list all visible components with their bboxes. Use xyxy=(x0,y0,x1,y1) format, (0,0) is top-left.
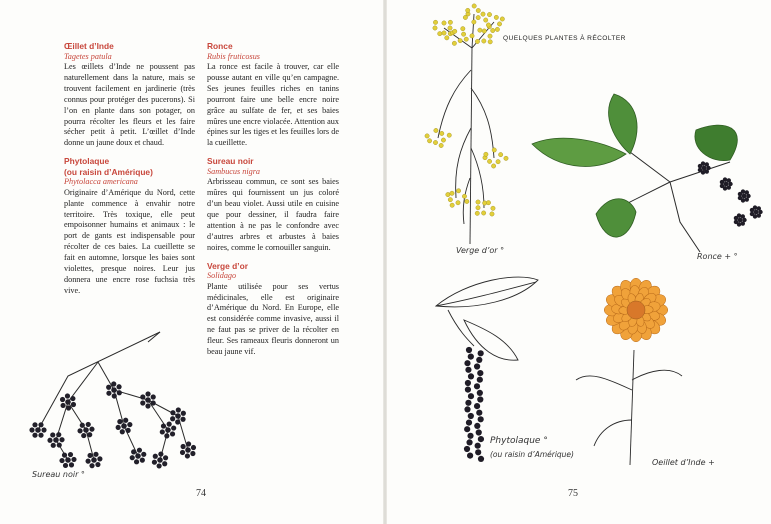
berry xyxy=(427,139,431,143)
berry xyxy=(29,427,34,432)
berry xyxy=(478,28,482,32)
berry xyxy=(87,432,92,437)
berry xyxy=(176,407,181,412)
entry-title: Ronce xyxy=(207,41,233,51)
berry xyxy=(498,152,502,156)
elderberry-illustration xyxy=(28,330,208,480)
berry xyxy=(60,403,65,408)
berry xyxy=(32,422,37,427)
entry-verge-dor xyxy=(207,261,339,358)
berry xyxy=(50,432,55,437)
berry xyxy=(476,429,482,435)
berry xyxy=(71,402,76,407)
berry xyxy=(157,463,162,468)
entry-text: Les œillets d’Inde ne poussent pas naturellement dans la nature, mais se trouvent facilement en jardinerie (très connus pour protéger des pucerons). Si l’on en plante dans son potager, on pourra récolter les fleurs et les faire sécher petit à petit. L’œillet d’Inde donne un jaune doux et chaud. xyxy=(64,62,195,148)
berry xyxy=(80,423,85,428)
marigold-illustration xyxy=(570,270,700,465)
berry xyxy=(83,427,89,433)
berry xyxy=(470,34,474,38)
entry-text: Plante utilisée pour ses vertus médicinales, elle est originaire d’Amérique du Nord. En Europe, elle est considérée comme invasive, aussi il ne faut pas se priver de la récolter en fleur. Ses rameaux fleuris donneront un beau jaune vif. xyxy=(207,281,339,357)
berry xyxy=(441,138,445,142)
berry xyxy=(127,422,132,427)
berry xyxy=(461,32,465,36)
berry xyxy=(81,433,86,438)
berry xyxy=(474,403,480,409)
berry xyxy=(163,455,168,460)
berry xyxy=(476,410,482,416)
entry-oeillet xyxy=(64,41,195,149)
berry xyxy=(170,431,175,436)
berry xyxy=(41,427,46,432)
berry xyxy=(698,168,702,172)
berry xyxy=(734,220,738,224)
berry xyxy=(158,451,163,456)
berry xyxy=(478,456,484,462)
entry-title: Sureau noir xyxy=(207,156,254,167)
berry xyxy=(66,405,71,410)
berry xyxy=(488,34,492,38)
berry xyxy=(496,159,500,163)
entry-text: La ronce est facile à trouver, car elle pousse autant en ville qu’en campagne. Ses jeunes feuilles riches en tanins pourront faire une belle encre noire grâce au sulfate de fer, et ses baies mûres une encre violacée. Attention aux épines sur les tiges et les feuilles lors de la cueillette. xyxy=(207,62,339,148)
berry xyxy=(447,133,451,137)
berry xyxy=(450,203,454,207)
text-column-left xyxy=(64,41,195,304)
text-column-right xyxy=(207,41,339,365)
berry xyxy=(126,428,131,433)
berry xyxy=(474,363,480,369)
berry xyxy=(97,456,102,461)
berry xyxy=(86,422,91,427)
berry xyxy=(161,423,166,428)
berry xyxy=(190,451,195,456)
berry xyxy=(175,419,180,424)
berry xyxy=(486,200,490,204)
berry xyxy=(141,452,146,457)
berry xyxy=(497,22,501,26)
berry xyxy=(468,373,474,379)
berry xyxy=(477,390,483,396)
berry xyxy=(465,400,471,406)
berry xyxy=(464,426,470,432)
berry xyxy=(741,189,745,193)
berry xyxy=(456,201,460,205)
berry xyxy=(477,370,483,376)
berry xyxy=(448,20,452,24)
berry xyxy=(65,393,70,398)
berry xyxy=(465,380,471,386)
berry xyxy=(137,448,142,453)
berry xyxy=(468,393,474,399)
berry xyxy=(476,357,482,363)
berry xyxy=(116,425,121,430)
berry xyxy=(461,26,465,30)
berry xyxy=(465,199,469,203)
berry xyxy=(448,26,452,30)
caption-oeillet-dinde: Oeillet d’Inde + xyxy=(652,458,715,467)
berry xyxy=(170,416,175,421)
berry xyxy=(452,41,456,45)
berry xyxy=(167,422,172,427)
book-gutter xyxy=(383,0,387,524)
berry xyxy=(165,427,171,433)
berry xyxy=(754,210,759,215)
berry xyxy=(116,384,121,389)
berry xyxy=(151,400,156,405)
berry xyxy=(134,459,139,464)
berry xyxy=(38,433,43,438)
berry xyxy=(478,350,484,356)
berry xyxy=(475,211,479,215)
berry xyxy=(112,393,117,398)
berry xyxy=(464,446,470,452)
berry xyxy=(69,462,74,467)
berry xyxy=(702,166,707,171)
entry-latin-name: Solidago xyxy=(207,271,237,281)
berry xyxy=(701,161,705,165)
berry xyxy=(145,397,151,403)
berry xyxy=(186,441,191,446)
berry xyxy=(59,458,64,463)
berry xyxy=(135,453,141,459)
berry xyxy=(121,423,127,429)
berry xyxy=(465,387,471,393)
berry xyxy=(433,20,437,24)
berry xyxy=(145,403,150,408)
berry xyxy=(742,194,747,199)
page-number-right: 75 xyxy=(568,488,578,499)
entry-title: Œillet d’Inde xyxy=(64,41,114,51)
berry xyxy=(71,457,76,462)
berry xyxy=(440,131,444,135)
berry xyxy=(478,416,484,422)
berry xyxy=(464,37,468,41)
berry xyxy=(180,417,185,422)
berry xyxy=(490,212,494,216)
berry xyxy=(51,443,56,448)
berry xyxy=(442,21,446,25)
berry xyxy=(448,197,452,201)
entry-title: Phytolaque xyxy=(64,156,110,167)
berry xyxy=(467,433,473,439)
berry xyxy=(32,433,37,438)
berry xyxy=(438,31,442,35)
berry xyxy=(86,459,91,464)
berry xyxy=(466,8,470,12)
berry xyxy=(737,213,741,217)
berry xyxy=(482,39,486,43)
berry xyxy=(738,196,742,200)
berry xyxy=(738,218,743,223)
berry xyxy=(475,39,479,43)
entry-latin-name: Tagetes patula xyxy=(64,51,112,61)
berry xyxy=(140,400,145,405)
berry xyxy=(160,429,165,434)
berry xyxy=(458,38,462,42)
berry xyxy=(481,12,485,16)
berry xyxy=(445,36,449,40)
berry xyxy=(504,156,508,160)
entry-title: Verge d’or xyxy=(207,260,248,271)
berry xyxy=(57,442,62,447)
caption-phytolaque: Phytolaque ° xyxy=(490,436,548,446)
berry xyxy=(77,428,82,433)
berry xyxy=(474,383,480,389)
berry xyxy=(500,17,504,21)
berry xyxy=(476,200,480,204)
caption-phytolaque-subtitle: (ou raisin d’Amérique) xyxy=(490,450,574,459)
berry xyxy=(495,27,499,31)
berry xyxy=(723,177,727,181)
berry xyxy=(111,381,116,386)
entry-text: Arbrisseau commun, ce sont ses baies mûres qui fournissent un jus coloré d’un beau violet. Aussi utile en cuisine que pour dessiner, il faudra faire attention à ne pas le confondre avec d’autres arbres et arbustes à baies noires, comme le cornouiller sanguin. xyxy=(207,177,339,252)
berry xyxy=(175,413,181,419)
berry xyxy=(117,390,122,395)
berry xyxy=(464,406,470,412)
berry xyxy=(468,354,474,360)
berry xyxy=(491,28,495,32)
entry-sureau xyxy=(207,156,339,253)
berry xyxy=(491,164,495,168)
berry xyxy=(434,128,438,132)
berry xyxy=(53,437,59,443)
berry xyxy=(476,15,480,19)
entry-ronce xyxy=(207,41,339,149)
berry xyxy=(131,449,136,454)
berry xyxy=(162,461,167,466)
entry-text: Originaire d’Amérique du Nord, cette plante commence à envahir notre territoire. Très toxique, elle peut empoisonner humains et animaux : le port de gants est indispensable pour récolter de ces baies. La cueillette se fait en automne, lorsque les baies sont violettes, presque noires. Leur jus donnera une encre rose fuchsia très vive. xyxy=(64,187,195,295)
berry xyxy=(494,15,498,19)
berry xyxy=(475,443,481,449)
berry xyxy=(467,453,473,459)
entry-latin-name: Rubis fruticosus xyxy=(207,51,260,61)
berry xyxy=(140,394,145,399)
berry xyxy=(482,29,486,33)
berry xyxy=(38,422,43,427)
berry xyxy=(145,391,150,396)
berry xyxy=(720,184,724,188)
berry xyxy=(478,436,484,442)
berry xyxy=(477,377,483,383)
entry-phytolaque xyxy=(64,156,195,297)
berry xyxy=(191,445,196,450)
berry xyxy=(171,425,176,430)
berry xyxy=(466,420,472,426)
caption-sureau-noir: Sureau noir ° xyxy=(32,470,85,479)
berry xyxy=(466,439,472,445)
berry xyxy=(89,463,94,468)
berry xyxy=(185,447,191,453)
berry xyxy=(468,413,474,419)
berry xyxy=(89,427,94,432)
berry xyxy=(181,411,186,416)
berry xyxy=(456,189,460,193)
berry xyxy=(185,453,190,458)
running-head: QUELQUES PLANTES À RÉCOLTER xyxy=(503,35,626,42)
berry xyxy=(724,182,729,187)
berry xyxy=(63,463,68,468)
berry xyxy=(65,457,71,463)
berry xyxy=(488,40,492,44)
berry xyxy=(170,410,175,415)
berry xyxy=(486,23,490,27)
berry xyxy=(450,191,454,195)
berry xyxy=(120,429,125,434)
berry xyxy=(439,143,443,147)
berry xyxy=(59,437,64,442)
berry xyxy=(151,394,156,399)
berry xyxy=(106,385,111,390)
berry xyxy=(140,458,145,463)
berry xyxy=(56,432,61,437)
berry xyxy=(477,396,483,402)
berry xyxy=(487,159,491,163)
berry xyxy=(453,29,457,33)
berry xyxy=(111,387,117,393)
berry xyxy=(475,449,481,455)
berry xyxy=(35,427,41,433)
berry xyxy=(474,423,480,429)
bramble-illustration xyxy=(530,92,770,262)
berry xyxy=(466,347,472,353)
berry xyxy=(180,450,185,455)
berry xyxy=(472,4,476,8)
page-number-left: 74 xyxy=(196,488,206,499)
berry xyxy=(47,438,52,443)
berry xyxy=(484,152,488,156)
berry xyxy=(425,134,429,138)
berry xyxy=(152,460,157,465)
berry xyxy=(465,367,471,373)
entry-title-secondary: (ou raisin d’Amérique) xyxy=(64,166,153,177)
berry xyxy=(95,462,100,467)
berry xyxy=(164,433,169,438)
caption-verge-dor: Verge d’or ° xyxy=(456,246,505,255)
berry xyxy=(60,397,65,402)
berry xyxy=(153,454,158,459)
berry xyxy=(117,419,122,424)
berry xyxy=(87,453,92,458)
berry xyxy=(464,360,470,366)
berry xyxy=(62,453,67,458)
berry xyxy=(476,8,480,12)
berry xyxy=(481,211,485,215)
goldenrod-illustration xyxy=(414,8,534,248)
entry-latin-name: Sambucus nigra xyxy=(207,166,260,176)
berry xyxy=(753,205,757,209)
berry xyxy=(446,192,450,196)
berry xyxy=(487,12,491,16)
berry xyxy=(433,26,437,30)
caption-ronce: Ronce + ° xyxy=(697,252,738,261)
berry xyxy=(65,399,71,405)
berry xyxy=(491,206,495,210)
berry xyxy=(442,31,446,35)
berry xyxy=(68,452,73,457)
entry-latin-name: Phytolacca americana xyxy=(64,177,138,187)
berry xyxy=(157,457,163,463)
berry xyxy=(476,206,480,210)
berry xyxy=(130,455,135,460)
berry xyxy=(750,212,754,216)
berry xyxy=(433,140,437,144)
berry xyxy=(492,148,496,152)
berry xyxy=(472,20,476,24)
berry xyxy=(91,457,97,463)
berry xyxy=(181,444,186,449)
berry xyxy=(462,194,466,198)
berry xyxy=(123,418,128,423)
berry xyxy=(106,391,111,396)
berry xyxy=(484,18,488,22)
berry xyxy=(70,396,75,401)
berry xyxy=(93,452,98,457)
